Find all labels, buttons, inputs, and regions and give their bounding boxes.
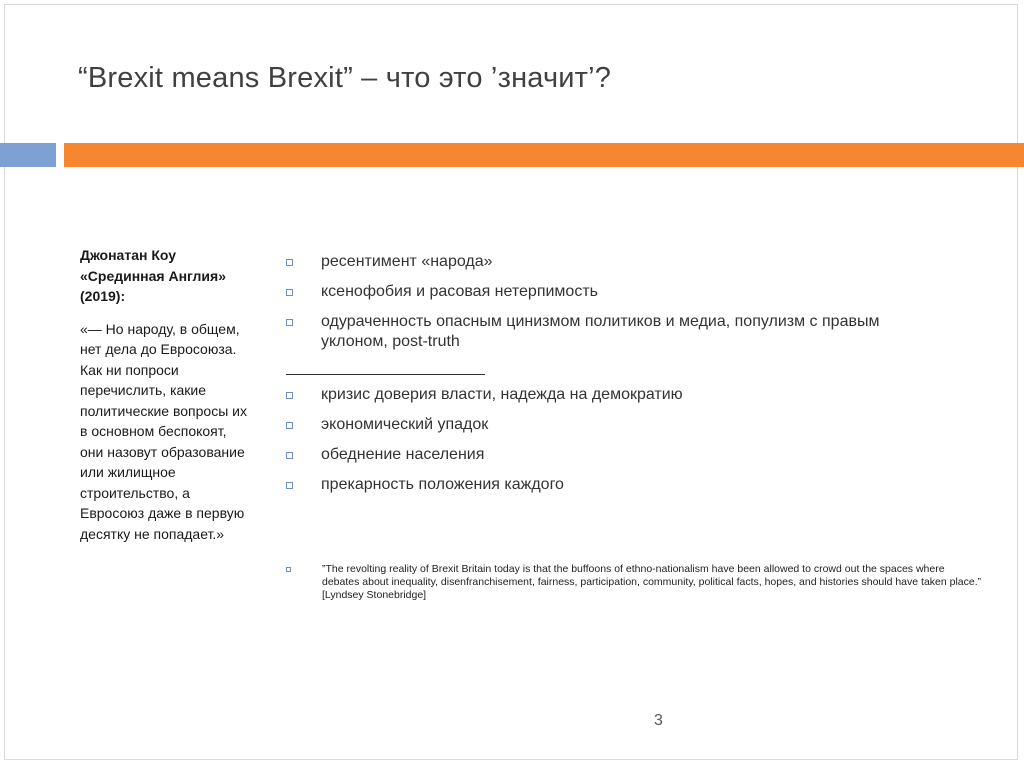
quote-note	[286, 563, 982, 602]
list-item-text: экономический упадок	[321, 416, 489, 433]
square-bullet-icon	[286, 392, 293, 399]
list-item-text: кризис доверия власти, надежда на демократию	[321, 386, 683, 403]
accent-bar-blue	[0, 143, 56, 167]
list-item-text: ксенофобия и расовая нетерпимость	[321, 283, 598, 300]
list-item	[286, 415, 926, 435]
left-column	[80, 245, 250, 544]
divider-line	[286, 354, 485, 375]
list-item	[286, 475, 926, 495]
list-item-text: прекарность положения каждого	[321, 476, 564, 493]
square-bullet-icon	[286, 259, 293, 266]
square-bullet-icon	[286, 567, 291, 572]
list-item	[286, 385, 926, 405]
square-bullet-icon	[286, 482, 293, 489]
source-quote: «— Но народу, в общем, нет дела до Евросоюза. Как ни попроси перечислить, какие политические вопросы их в основном беспокоят, они назовут образование или жилищное строительство, а Евросоюз даже в первую десятку не попадает.»	[80, 320, 247, 542]
list-item	[286, 252, 926, 272]
list-item-text: одураченность опасным цинизмом политиков и медиа, популизм с правым уклоном, post-truth	[321, 313, 880, 350]
page-number: 3	[654, 712, 663, 729]
list-item	[286, 312, 926, 352]
list-item	[286, 282, 926, 302]
square-bullet-icon	[286, 452, 293, 459]
slide-title: “Brexit means Brexit” – что это ’значит’?	[78, 62, 612, 94]
accent-bar-orange	[64, 143, 1024, 167]
bullet-list	[286, 252, 926, 495]
quote-note-text: ”The revolting reality of Brexit Britain today is that the buffoons of ethno-nationalism have been allowed to crowd out the spaces where debates about inequality, disenfranchisement, fairness, participation, community, political facts, hopes, and histories should have taken place.” [Lyndsey Stonebridge]	[322, 563, 982, 601]
square-bullet-icon	[286, 422, 293, 429]
square-bullet-icon	[286, 289, 293, 296]
square-bullet-icon	[286, 319, 293, 326]
source-heading: Джонатан Коу «Срединная Англия» (2019):	[80, 247, 226, 304]
list-item-text: ресентимент «народа»	[321, 253, 493, 270]
list-item	[286, 445, 926, 465]
list-item-text: обеднение населения	[321, 446, 485, 463]
